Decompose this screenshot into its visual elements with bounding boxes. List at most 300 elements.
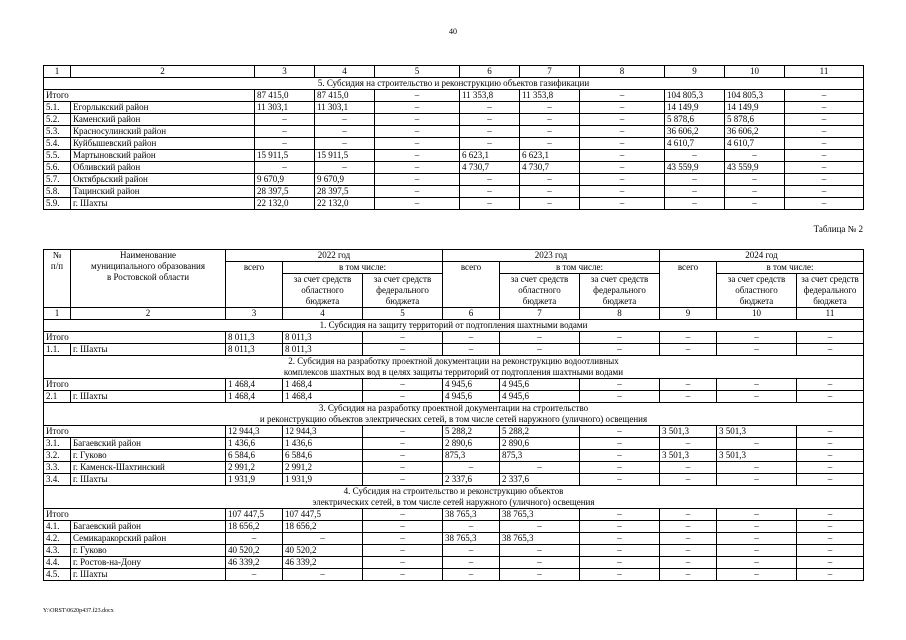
file-path-footer: Y:\ORST\0620p437.f23.docx — [43, 608, 114, 614]
table-cell: 5 878,6 — [725, 114, 785, 126]
table-cell: 8 011,3 — [283, 332, 363, 344]
table-cell: – — [443, 462, 500, 474]
table-cell: 104 805,3 — [665, 90, 725, 102]
municipality-name: г. Гуково — [71, 545, 226, 557]
table-cell: – — [580, 102, 665, 114]
table-cell: 38 765,3 — [500, 509, 580, 521]
column-number: 6 — [460, 66, 520, 78]
table-cell: – — [363, 332, 443, 344]
municipality-name: Красносулинский район — [71, 126, 255, 138]
table-cell: – — [226, 569, 283, 581]
table-cell: 5 288,2 — [500, 426, 580, 438]
row-number: 5.4. — [44, 138, 71, 150]
header-incl: в том числе: — [717, 262, 864, 274]
table-row — [44, 90, 864, 102]
table-cell: 14 149,9 — [665, 102, 725, 114]
table-row — [44, 114, 864, 126]
table-row — [44, 545, 864, 557]
table-cell: – — [580, 450, 660, 462]
table-cell: – — [797, 533, 864, 545]
table-cell: 3 501,3 — [660, 450, 717, 462]
column-number: 8 — [580, 308, 660, 320]
municipality-name: Тацинский район — [71, 186, 255, 198]
table-cell: – — [580, 533, 660, 545]
table-cell: – — [460, 114, 520, 126]
table-cell: 1 931,9 — [283, 474, 363, 486]
table-row — [44, 438, 864, 450]
table-cell: 3 501,3 — [717, 426, 797, 438]
table-cell: – — [363, 379, 443, 391]
table-cell: 8 011,3 — [226, 344, 283, 356]
table-cell: – — [717, 521, 797, 533]
table-cell: 46 339,2 — [226, 557, 283, 569]
table-cell: 4 730,7 — [460, 162, 520, 174]
table-cell: – — [717, 344, 797, 356]
table-cell: 14 149,9 — [725, 102, 785, 114]
row-number: 5.8. — [44, 186, 71, 198]
table-cell: – — [660, 462, 717, 474]
table-cell: – — [665, 186, 725, 198]
table-cell: 1 468,4 — [226, 391, 283, 403]
column-number: 8 — [580, 66, 665, 78]
table-cell: – — [797, 569, 864, 581]
table-cell: – — [375, 186, 460, 198]
row-number: 3.3. — [44, 462, 71, 474]
table-cell: 6 623,1 — [460, 150, 520, 162]
header-2023: 2023 год — [443, 250, 660, 262]
table-cell: – — [580, 521, 660, 533]
table-cell: – — [375, 126, 460, 138]
table-cell: – — [580, 138, 665, 150]
table-cell: – — [500, 557, 580, 569]
table-cell: – — [717, 545, 797, 557]
table-cell: 43 559,9 — [725, 162, 785, 174]
table-row — [44, 569, 864, 581]
table-cell: – — [797, 545, 864, 557]
section-title: 2. Субсидия на разработку проектной документации на реконструкцию водоотливных комплексов шахтных вод в целях защиты территорий от подтопления шахтными водами — [44, 356, 864, 379]
table-cell: 4 610,7 — [725, 138, 785, 150]
table-cell: – — [375, 162, 460, 174]
column-number: 11 — [785, 66, 864, 78]
municipality-name: Куйбышевский район — [71, 138, 255, 150]
table-cell: – — [363, 509, 443, 521]
header-incl: в том числе: — [500, 262, 660, 274]
table-cell: 28 397,5 — [255, 186, 315, 198]
table-cell: 4 945,6 — [443, 379, 500, 391]
table-cell: – — [797, 391, 864, 403]
table-cell: – — [375, 102, 460, 114]
table-2 — [43, 249, 864, 581]
table-cell: 11 303,1 — [315, 102, 375, 114]
table-row — [44, 426, 864, 438]
table-cell: 11 353,8 — [460, 90, 520, 102]
header-2022: 2022 год — [226, 250, 443, 262]
municipality-name: г. Шахты — [71, 391, 226, 403]
table-cell: 104 805,3 — [725, 90, 785, 102]
column-number: 7 — [520, 66, 580, 78]
table-cell: – — [665, 150, 725, 162]
column-number: 3 — [255, 66, 315, 78]
table-cell: – — [580, 426, 660, 438]
row-number: 3.2. — [44, 450, 71, 462]
table-row — [44, 462, 864, 474]
table-cell: – — [375, 90, 460, 102]
table-cell: – — [665, 174, 725, 186]
municipality-name: Багаевский район — [71, 521, 226, 533]
header-federal: за счет средств федерального бюджета — [797, 274, 864, 308]
table-cell: – — [255, 126, 315, 138]
table-cell: – — [580, 344, 660, 356]
column-number: 4 — [283, 308, 363, 320]
table-cell: – — [443, 557, 500, 569]
column-number: 1 — [44, 66, 71, 78]
header-num: № п/п — [44, 250, 71, 308]
table-cell: 43 559,9 — [665, 162, 725, 174]
section-row — [44, 356, 864, 379]
table-cell: – — [717, 557, 797, 569]
table-cell: – — [460, 174, 520, 186]
header-total: всего — [660, 262, 717, 308]
header-federal: за счет средств федерального бюджета — [363, 274, 443, 308]
header-federal: за счет средств федерального бюджета — [580, 274, 660, 308]
table-cell: – — [500, 332, 580, 344]
table-cell: – — [797, 450, 864, 462]
page-number: 40 — [449, 27, 457, 36]
table-cell: 6 584,6 — [283, 450, 363, 462]
column-number: 1 — [44, 308, 71, 320]
table-cell: – — [785, 114, 864, 126]
section-title: 1. Субсидия на защиту территорий от подтопления шахтными водами — [44, 320, 864, 332]
row-total-label: Итого — [44, 379, 226, 391]
row-number: 1.1. — [44, 344, 71, 356]
table-cell: – — [580, 332, 660, 344]
row-total-label: Итого — [44, 509, 226, 521]
table-cell: – — [580, 509, 660, 521]
table-cell: 40 520,2 — [283, 545, 363, 557]
table-row — [44, 557, 864, 569]
row-number: 5.3. — [44, 126, 71, 138]
table-cell: 875,3 — [443, 450, 500, 462]
table-cell: 2 337,6 — [500, 474, 580, 486]
row-number: 4.1. — [44, 521, 71, 533]
table-cell: – — [660, 569, 717, 581]
table-cell: – — [226, 533, 283, 545]
row-number: 4.2. — [44, 533, 71, 545]
row-total-label: Итого — [44, 90, 255, 102]
section-title: 3. Субсидия на разработку проектной документации на строительство и реконструкцию объектов электрических сетей, в том числе сетей наружного (уличного) освещения — [44, 403, 864, 426]
municipality-name: Октябрьский район — [71, 174, 255, 186]
table-cell: 36 606,2 — [725, 126, 785, 138]
table-cell: – — [717, 391, 797, 403]
table-cell: – — [500, 521, 580, 533]
table-cell: – — [443, 344, 500, 356]
table-cell: – — [660, 509, 717, 521]
table-cell: 15 911,5 — [255, 150, 315, 162]
table-cell: – — [717, 332, 797, 344]
table-cell: – — [363, 569, 443, 581]
table-cell: – — [520, 174, 580, 186]
column-number: 10 — [717, 308, 797, 320]
row-number: 5.9. — [44, 198, 71, 210]
table-cell: – — [520, 198, 580, 210]
table-cell: 38 765,3 — [443, 509, 500, 521]
table-cell: 4 945,6 — [500, 391, 580, 403]
table-cell: 40 520,2 — [226, 545, 283, 557]
table-cell: – — [500, 545, 580, 557]
table-row — [44, 474, 864, 486]
table-cell: – — [255, 114, 315, 126]
table-row — [44, 533, 864, 545]
table-cell: 107 447,5 — [226, 509, 283, 521]
table-cell: 1 436,6 — [226, 438, 283, 450]
table-cell: – — [520, 186, 580, 198]
table-cell: – — [660, 557, 717, 569]
column-number: 9 — [660, 308, 717, 320]
column-number: 11 — [797, 308, 864, 320]
table-cell: – — [717, 569, 797, 581]
table-row — [44, 150, 864, 162]
table-cell: 2 890,6 — [443, 438, 500, 450]
table-cell: – — [580, 198, 665, 210]
table-cell: – — [717, 438, 797, 450]
table-cell: – — [283, 569, 363, 581]
table-row — [44, 344, 864, 356]
table-cell: 4 610,7 — [665, 138, 725, 150]
table-cell: – — [363, 344, 443, 356]
table-row — [44, 162, 864, 174]
header-regional: за счет средств областного бюджета — [500, 274, 580, 308]
section-row — [44, 78, 864, 90]
column-number: 7 — [500, 308, 580, 320]
table-cell: 107 447,5 — [283, 509, 363, 521]
table-cell: – — [725, 150, 785, 162]
table-cell: 1 931,9 — [226, 474, 283, 486]
table-cell: – — [785, 126, 864, 138]
table-cell: – — [785, 102, 864, 114]
table-row — [44, 138, 864, 150]
table-cell: 12 944,3 — [283, 426, 363, 438]
table-cell: – — [375, 174, 460, 186]
row-number: 5.7. — [44, 174, 71, 186]
table-cell: – — [520, 102, 580, 114]
table-cell: 12 944,3 — [226, 426, 283, 438]
row-number: 3.1. — [44, 438, 71, 450]
table-cell: – — [660, 344, 717, 356]
table-row — [44, 198, 864, 210]
table-row — [44, 174, 864, 186]
table-cell: 875,3 — [500, 450, 580, 462]
table-cell: – — [460, 198, 520, 210]
table-cell: – — [460, 102, 520, 114]
table-cell: – — [717, 379, 797, 391]
table-cell: 5 288,2 — [443, 426, 500, 438]
table-row — [44, 332, 864, 344]
table-cell: – — [785, 162, 864, 174]
table-cell: – — [785, 186, 864, 198]
table-cell: 3 501,3 — [717, 450, 797, 462]
municipality-name: Егорлыкский район — [71, 102, 255, 114]
header-2024: 2024 год — [660, 250, 864, 262]
header-name: Наименование муниципального образования в Ростовской области — [71, 250, 226, 308]
table-cell: – — [375, 198, 460, 210]
row-total-label: Итого — [44, 332, 226, 344]
table-cell: – — [375, 114, 460, 126]
table-row — [44, 102, 864, 114]
table-cell: 38 765,3 — [443, 533, 500, 545]
table-cell: – — [725, 186, 785, 198]
column-number: 2 — [71, 308, 226, 320]
table-label: Таблица № 2 — [813, 224, 863, 234]
table-cell: 22 132,0 — [315, 198, 375, 210]
municipality-name: Багаевский район — [71, 438, 226, 450]
table-cell: – — [797, 509, 864, 521]
header-row-1 — [44, 250, 864, 262]
row-number: 4.5. — [44, 569, 71, 581]
table-cell: – — [785, 150, 864, 162]
table-cell: – — [717, 509, 797, 521]
table-cell: 87 415,0 — [255, 90, 315, 102]
table-cell: – — [460, 126, 520, 138]
table-cell: – — [363, 438, 443, 450]
table-cell: – — [500, 569, 580, 581]
table-row — [44, 521, 864, 533]
table-cell: – — [580, 90, 665, 102]
table-row — [44, 391, 864, 403]
table-cell: – — [660, 533, 717, 545]
column-number: 4 — [315, 66, 375, 78]
table-cell: – — [255, 138, 315, 150]
table-cell: – — [580, 438, 660, 450]
table-row — [44, 126, 864, 138]
table-row — [44, 379, 864, 391]
table-cell: – — [660, 379, 717, 391]
table-cell: 18 656,2 — [226, 521, 283, 533]
table-cell: – — [797, 426, 864, 438]
table-cell: 1 468,4 — [283, 391, 363, 403]
table-cell: – — [785, 198, 864, 210]
table-cell: 2 991,2 — [226, 462, 283, 474]
table-cell: – — [520, 114, 580, 126]
table-cell: – — [580, 186, 665, 198]
table-cell: 87 415,0 — [315, 90, 375, 102]
row-number: 5.1. — [44, 102, 71, 114]
table-cell: 22 132,0 — [255, 198, 315, 210]
table-cell: 1 468,4 — [283, 379, 363, 391]
table-cell: – — [363, 474, 443, 486]
table-cell: – — [375, 150, 460, 162]
table-cell: – — [580, 379, 660, 391]
municipality-name: г. Ростов-на-Дону — [71, 557, 226, 569]
table-cell: 4 945,6 — [500, 379, 580, 391]
table-cell: – — [797, 379, 864, 391]
municipality-name: Мартыновский район — [71, 150, 255, 162]
table-cell: – — [785, 138, 864, 150]
table-cell: – — [520, 126, 580, 138]
table-cell: 1 468,4 — [226, 379, 283, 391]
table-cell: 1 436,6 — [283, 438, 363, 450]
table-cell: 11 353,8 — [520, 90, 580, 102]
table-cell: – — [785, 174, 864, 186]
table-cell: – — [717, 462, 797, 474]
table-cell: – — [660, 438, 717, 450]
column-number: 2 — [71, 66, 255, 78]
table-cell: – — [460, 138, 520, 150]
column-number: 5 — [363, 308, 443, 320]
table-cell: – — [725, 174, 785, 186]
table-cell: 9 670,9 — [255, 174, 315, 186]
table-cell: – — [660, 332, 717, 344]
table-cell: – — [375, 138, 460, 150]
table-cell: – — [315, 114, 375, 126]
table-cell: – — [797, 332, 864, 344]
section-row — [44, 486, 864, 509]
table-cell: – — [580, 126, 665, 138]
table-cell: – — [443, 332, 500, 344]
row-number: 4.3. — [44, 545, 71, 557]
column-number: 9 — [665, 66, 725, 78]
table-cell: – — [315, 162, 375, 174]
table-cell: 5 878,6 — [665, 114, 725, 126]
table-cell: 28 397,5 — [315, 186, 375, 198]
table-cell: – — [797, 438, 864, 450]
section-title: 4. Субсидия на строительство и реконструкцию объектов электрических сетей, в том числе сетей наружного (уличного) освещения — [44, 486, 864, 509]
table-cell: – — [363, 533, 443, 545]
table-cell: – — [665, 198, 725, 210]
table-cell: – — [580, 162, 665, 174]
column-number: 5 — [375, 66, 460, 78]
table-cell: 6 623,1 — [520, 150, 580, 162]
table-cell: 2 890,6 — [500, 438, 580, 450]
table-cell: 9 670,9 — [315, 174, 375, 186]
table-cell: 4 945,6 — [443, 391, 500, 403]
table-cell: – — [580, 462, 660, 474]
table-cell: – — [255, 162, 315, 174]
header-total: всего — [226, 262, 283, 308]
table-cell: – — [717, 474, 797, 486]
table-cell: – — [725, 198, 785, 210]
table-cell: – — [580, 114, 665, 126]
column-number-row — [44, 66, 864, 78]
municipality-name: Семикаракорский район — [71, 533, 226, 545]
table-cell: – — [580, 150, 665, 162]
table-cell: – — [797, 557, 864, 569]
table-cell: – — [580, 557, 660, 569]
table-cell: – — [580, 391, 660, 403]
table-cell: – — [660, 391, 717, 403]
table-cell: – — [785, 90, 864, 102]
table-cell: – — [363, 426, 443, 438]
table-cell: – — [315, 126, 375, 138]
table-cell: – — [460, 186, 520, 198]
row-number: 3.4. — [44, 474, 71, 486]
column-number-row — [44, 308, 864, 320]
header-incl: в том числе: — [283, 262, 443, 274]
row-number: 5.6. — [44, 162, 71, 174]
table-cell: 8 011,3 — [283, 344, 363, 356]
table-cell: – — [797, 521, 864, 533]
table-gasification — [43, 65, 864, 210]
header-total: всего — [443, 262, 500, 308]
municipality-name: Обливский район — [71, 162, 255, 174]
table-cell: – — [717, 533, 797, 545]
table-cell: – — [797, 462, 864, 474]
table-cell: – — [443, 545, 500, 557]
table-cell: – — [315, 138, 375, 150]
table-cell: – — [283, 533, 363, 545]
row-number: 5.5. — [44, 150, 71, 162]
table-cell: 2 991,2 — [283, 462, 363, 474]
column-number: 3 — [226, 308, 283, 320]
